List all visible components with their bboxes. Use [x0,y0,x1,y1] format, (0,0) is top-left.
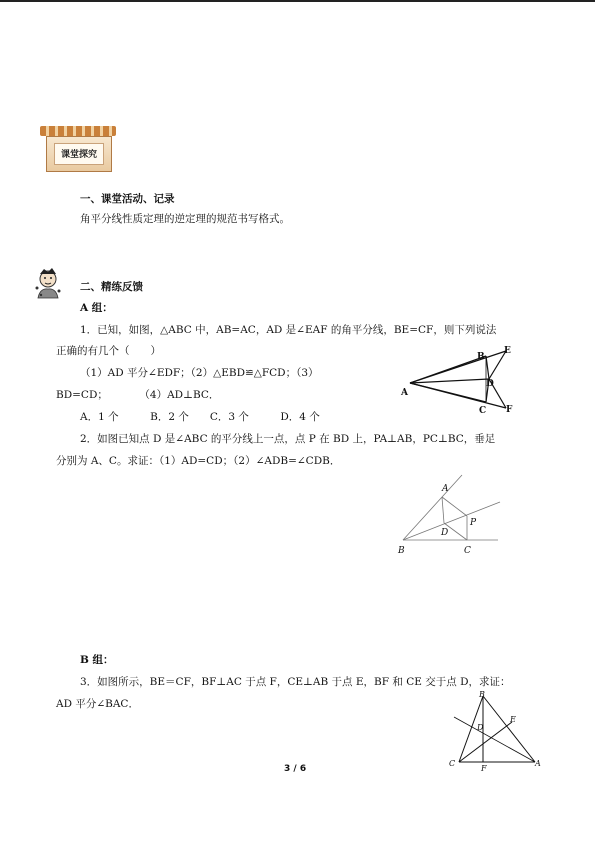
group-b-label: B 组： [80,654,114,666]
fig3-label-f: F [481,764,487,772]
fig3-label-d: D [477,723,484,732]
figure-3 [440,690,544,772]
figure-1 [400,342,525,418]
fig1-label-d: D [486,379,494,389]
fig3-label-b: B [479,690,485,699]
fig1-label-c: C [479,406,487,416]
figure-2 [390,472,510,560]
fig1-label-f: F [506,405,513,415]
thinking-person-icon [34,268,62,300]
fig3-label-c: C [449,759,456,768]
q2-line2: 分别为 A、C。求证：（1）AD=CD；（2）∠ADB=∠CDB． [56,455,341,467]
q1-options: A．1 个 B．2 个 C．3 个 D．4 个 [80,411,320,423]
q1-line4: BD=CD； （4）AD⊥BC． [56,389,220,401]
fig2-label-p: P [470,518,477,528]
fig3-label-e: E [510,715,516,724]
badge-plate [46,136,112,172]
q2-line1: 2．如图已知点 D 是∠ABC 的平分线上一点，点 P 在 BD 上，PA⊥AB，PC⊥BC，垂足 [80,433,496,445]
badge-inner [54,143,104,165]
section2-heading: 二、精练反馈 [80,281,143,293]
fig1-label-e: E [504,346,511,356]
fig2-label-a: A [442,484,449,494]
page-number: 3 / 6 [284,764,307,774]
q1-line3: （1）AD 平分∠EDF；（2）△EBD≌△FCD；（3） [80,367,319,379]
q3-line2: AD 平分∠BAC． [56,698,139,710]
q1-line1: 1．已知，如图，△ABC 中，AB=AC，AD 是∠EAF 的角平分线，BE=CF，则下列说法 [80,324,497,336]
q3-line1: 3．如图所示，BE＝CF，BF⊥AC 于点 F，CE⊥AB 于点 E，BF 和 CE 交于点 D，求证： [80,676,511,688]
fig2-label-c: C [464,546,471,556]
section1-text: 角平分线性质定理的逆定理的规范书写格式。 [80,213,290,225]
group-a-label: A 组： [80,302,113,314]
q1-line2: 正确的有几个（ ） [56,345,161,357]
fig1-label-b: B [477,352,485,362]
fig1-label-a: A [401,388,408,398]
header-rule [0,0,595,2]
badge-roof [40,126,116,136]
section-badge [40,126,116,172]
fig2-label-b: B [398,546,405,556]
badge-label: 课堂探究 [60,150,97,160]
section1-heading: 一、课堂活动、记录 [80,193,175,205]
fig3-label-a: A [535,759,541,768]
fig2-label-d: D [441,528,449,538]
